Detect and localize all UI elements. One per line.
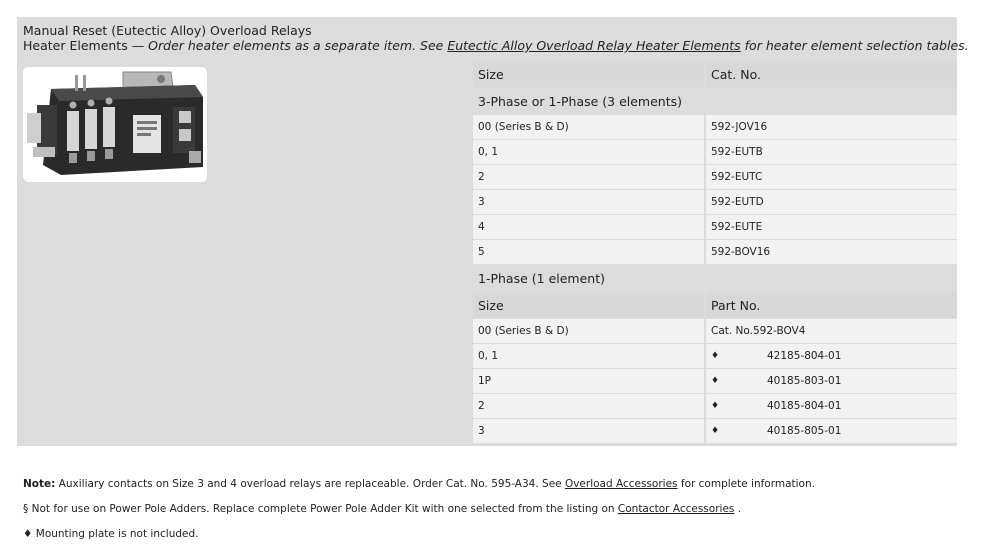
- part-no-cell: 40185-804-01: [762, 394, 957, 418]
- contactor-accessories-link[interactable]: Contactor Accessories: [617, 503, 735, 515]
- size-cell: 3: [473, 419, 704, 443]
- size-cell: 4: [473, 215, 704, 239]
- cat-no-cell: 592-EUTC: [706, 165, 957, 189]
- part-no-cell: 40185-805-01: [762, 419, 957, 443]
- section-header-1-phase: [473, 265, 957, 291]
- cat-no-cell: 592-BOV16: [706, 240, 957, 264]
- size-cell: 00 (Series B & D): [473, 115, 704, 139]
- size-cell: 3: [473, 190, 704, 214]
- cat-no-cell: 592-EUTD: [706, 190, 957, 214]
- overload-accessories-link[interactable]: Overload Accessories: [564, 478, 678, 490]
- heater-elements-table: [473, 61, 957, 444]
- note-text: Auxiliary contacts on Size 3 and 4 overload relays are replaceable. Order Cat. No. 595-A34. See: [55, 478, 565, 490]
- table-header-row: [473, 292, 957, 318]
- size-cell: 2: [473, 165, 704, 189]
- cat-no-label: Cat. No.: [711, 325, 753, 337]
- cat-no-cell: 592-EUTB: [706, 140, 957, 164]
- table-row: [473, 394, 957, 418]
- cat-no-cell: [706, 319, 957, 343]
- footnotes: [23, 477, 963, 552]
- diamond-marker: ♦: [706, 394, 760, 418]
- note-text: Mounting plate is not included.: [32, 528, 199, 540]
- section-label: 3-Phase or 1-Phase (3 elements): [473, 88, 957, 114]
- table-row: [473, 344, 957, 368]
- table-row: [473, 240, 957, 264]
- table-row: [473, 215, 957, 239]
- subtitle-italic: Order heater elements as a separate item. See: [148, 38, 448, 53]
- product-header: [23, 23, 969, 53]
- table-row: [473, 140, 957, 164]
- table-row: [473, 319, 957, 343]
- overload-relay-image: [23, 67, 207, 182]
- column-header-size: Size: [473, 61, 704, 87]
- note-mounting-plate: [23, 527, 963, 552]
- section-header-3-phase: [473, 88, 957, 114]
- table-row: [473, 419, 957, 443]
- product-title: Manual Reset (Eutectic Alloy) Overload Relays: [23, 23, 312, 38]
- note-text: Not for use on Power Pole Adders. Replace complete Power Pole Adder Kit with one selected from the listing on: [28, 503, 618, 515]
- note-auxiliary-contacts: [23, 477, 963, 502]
- size-cell: 5: [473, 240, 704, 264]
- table-header-row: [473, 61, 957, 87]
- size-cell: 00 (Series B & D): [473, 319, 704, 343]
- note-suffix: for complete information.: [677, 478, 815, 490]
- size-cell: 2: [473, 394, 704, 418]
- table-row: [473, 369, 957, 393]
- subtitle-prefix: Heater Elements —: [23, 38, 149, 53]
- column-header-size: Size: [473, 292, 704, 318]
- section-label: 1-Phase (1 element): [473, 265, 957, 291]
- subtitle-suffix: for heater element selection tables.: [740, 38, 969, 53]
- table-row: [473, 190, 957, 214]
- column-header-part-no: Part No.: [706, 292, 957, 318]
- table-row: [473, 165, 957, 189]
- size-cell: 1P: [473, 369, 704, 393]
- cat-no-value: 592-BOV4: [753, 325, 806, 337]
- size-cell: 0, 1: [473, 344, 704, 368]
- note-label: Note:: [23, 478, 56, 490]
- cat-no-cell: 592-JOV16: [706, 115, 957, 139]
- diamond-marker: ♦: [706, 369, 760, 393]
- note-power-pole-adders: [23, 502, 963, 527]
- size-cell: 0, 1: [473, 140, 704, 164]
- cat-no-cell: 592-EUTE: [706, 215, 957, 239]
- product-subtitle: [23, 38, 969, 53]
- column-header-cat-no: Cat. No.: [706, 61, 957, 87]
- note-suffix: .: [734, 503, 742, 515]
- diamond-marker: ♦: [706, 344, 760, 368]
- diamond-icon: ♦: [23, 528, 33, 540]
- heater-elements-link[interactable]: Eutectic Alloy Overload Relay Heater Elements: [447, 38, 741, 53]
- part-no-cell: 40185-803-01: [762, 369, 957, 393]
- diamond-marker: ♦: [706, 419, 760, 443]
- section-mark-icon: §: [23, 503, 29, 515]
- table-row: [473, 115, 957, 139]
- part-no-cell: 42185-804-01: [762, 344, 957, 368]
